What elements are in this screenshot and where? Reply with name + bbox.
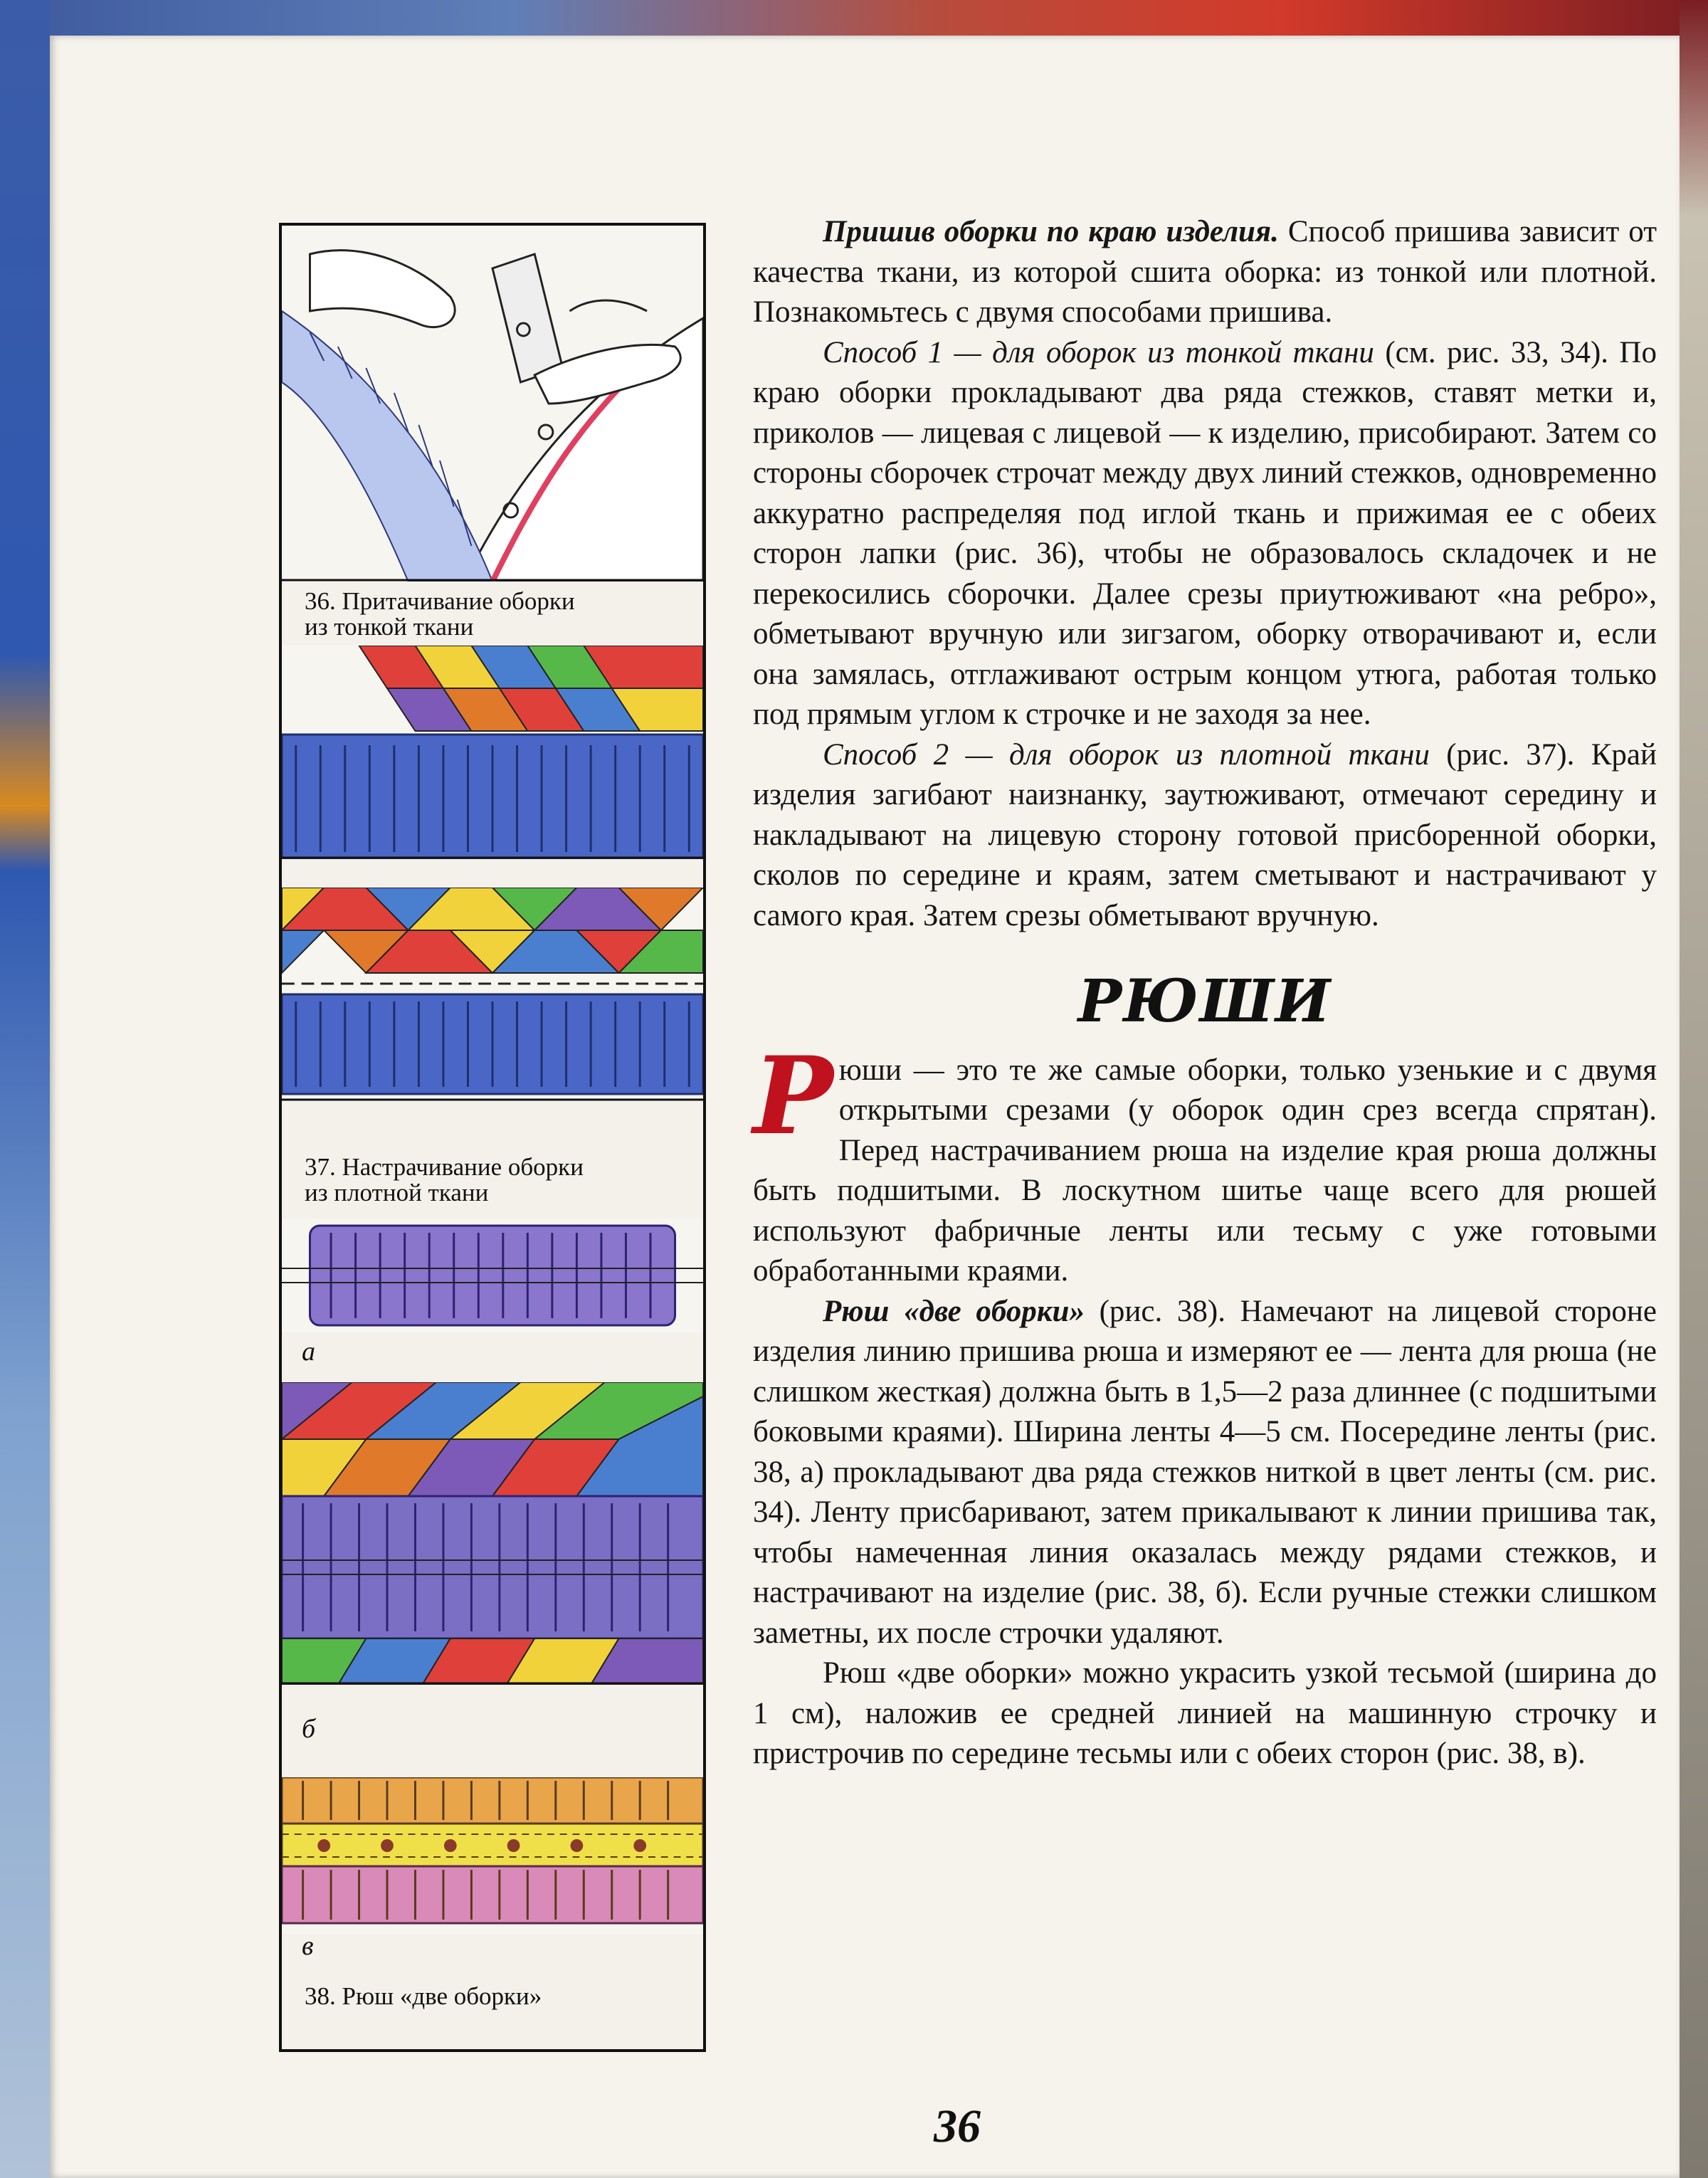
- figure-37-illustration-b: [282, 888, 703, 1101]
- figure-36-illustration: [282, 226, 703, 582]
- figure-column: [279, 223, 706, 2052]
- figure-36-caption: [305, 589, 575, 640]
- figure-38-letter-b: б: [302, 1714, 316, 1744]
- figure-37-caption: [305, 1154, 584, 1206]
- figure-38a-illustration: [282, 1219, 703, 1332]
- paragraph-ruffles-intro: [753, 1033, 1657, 1292]
- figure-38b-illustration: [282, 1382, 703, 1685]
- paragraph-1-body: Способ пришива зависит от качества ткани, из которой сшита оборка: из тонкой или плотной. Познакомьтесь с двумя способами пришива.: [753, 215, 1657, 329]
- paragraph-two-ruffles: [753, 1292, 1657, 1654]
- paragraph-2-lead: Способ 1 — для оборок из тонкой ткани: [823, 335, 1374, 369]
- paragraph-method-1: [753, 333, 1657, 735]
- paragraph-pришив-intro: [753, 212, 1657, 333]
- paragraph-2-body: (см. рис. 33, 34). По краю оборки прокладывают два ряда стежков, ставят метки и, приколов — лицевая с лицевой — к изделию, присобирают. Затем со стороны сборочек строчат между двух линий стежков, одновременно аккуратно распределяя под иглой ткань и прижимая ее с обеих сторон лапки (рис. 36), чтобы не образовалось складочек и не перекосились сборочки. Далее срезы приутюживают «на ребро», обметывают вручную или зигзагом, оборку отворачивают и, если она замялась, отглаживают острым концом утюга, работая только под прямым углом к строчке и не заходя за нее.: [753, 335, 1657, 731]
- drop-cap: Р: [753, 1033, 833, 1159]
- paragraph-decoration: Рюш «две оборки» можно украсить узкой тесьмой (ширина до 1 см), наложив ее средней линией на машинную строчку и пристрочив по середине тесьмы или с обеих сторон (рис. 38, в).: [753, 1656, 1657, 1770]
- figure-38v-illustration: [282, 1777, 703, 1934]
- paragraph-3-body: (рис. 37). Край изделия загибают наизнанку, заутюживают, отмечают середину и накладывают на лицевую сторону готовой присборенной оборки, сколов по середине и краям, затем сметывают и настрачивают у самого края. Затем срезы обметывают вручную.: [753, 737, 1657, 932]
- figure-36-caption-line2: из тонкой ткани: [305, 613, 474, 641]
- figure-38-letter-v: в: [302, 1931, 314, 1961]
- page-number: 36: [934, 2100, 981, 2152]
- paragraph-1-lead: Пришив оборки по краю изделия.: [823, 215, 1279, 248]
- figure-37-caption-line2: из плотной ткани: [305, 1179, 489, 1206]
- scan-background-left: [0, 0, 50, 2178]
- section-title: РЮШИ: [1077, 967, 1332, 1036]
- book-page: [50, 36, 1680, 2178]
- paragraph-5-body: (рис. 38). Намечают на лицевой стороне изделия линию пришива рюша и измеряют ее — лента для рюша (не слишком жесткая) должна быть в 1,5—2 раза длиннее (с подшитыми боковыми краями). Ширина ленты 4—5 см. Посередине ленты (рис. 38, а) прокладывают два ряда стежков ниткой в цвет ленты (см. рис. 34). Ленту присбаривают, затем прикалывают к линии пришива так, чтобы намеченная линия оказалась между рядами стежков, и настрачивают на изделие (рис. 38, б). Если ручные стежки слишком заметны, их после строчки удаляют.: [753, 1294, 1657, 1650]
- scan-background-right: [1680, 0, 1708, 2178]
- paragraph-method-2: [753, 735, 1657, 937]
- figure-38-letter-a: а: [302, 1337, 315, 1367]
- figure-36-caption-line1: 36. Притачивание оборки: [305, 587, 575, 615]
- paragraph-4-body: юши — это те же самые оборки, только узенькие и с двумя открытыми срезами (у оборок один срез всегда спрятан). Перед настрачиванием рюша на изделие края рюша должны быть подшитыми. В лоскутном шитье чаще всего для рюшей используют фабричные ленты или тесьму с уже готовыми обработанными краями.: [753, 1053, 1657, 1288]
- paragraph-5-lead: Рюш «две оборки»: [823, 1294, 1085, 1328]
- figure-38-caption: 38. Рюш «две оборки»: [305, 1982, 542, 2010]
- text-column: [753, 212, 1657, 1774]
- figure-37-caption-line1: 37. Настрачивание оборки: [305, 1153, 584, 1181]
- paragraph-3-lead: Способ 2 — для оборок из плотной ткани: [823, 737, 1430, 772]
- figure-37-illustration-a: [282, 646, 703, 859]
